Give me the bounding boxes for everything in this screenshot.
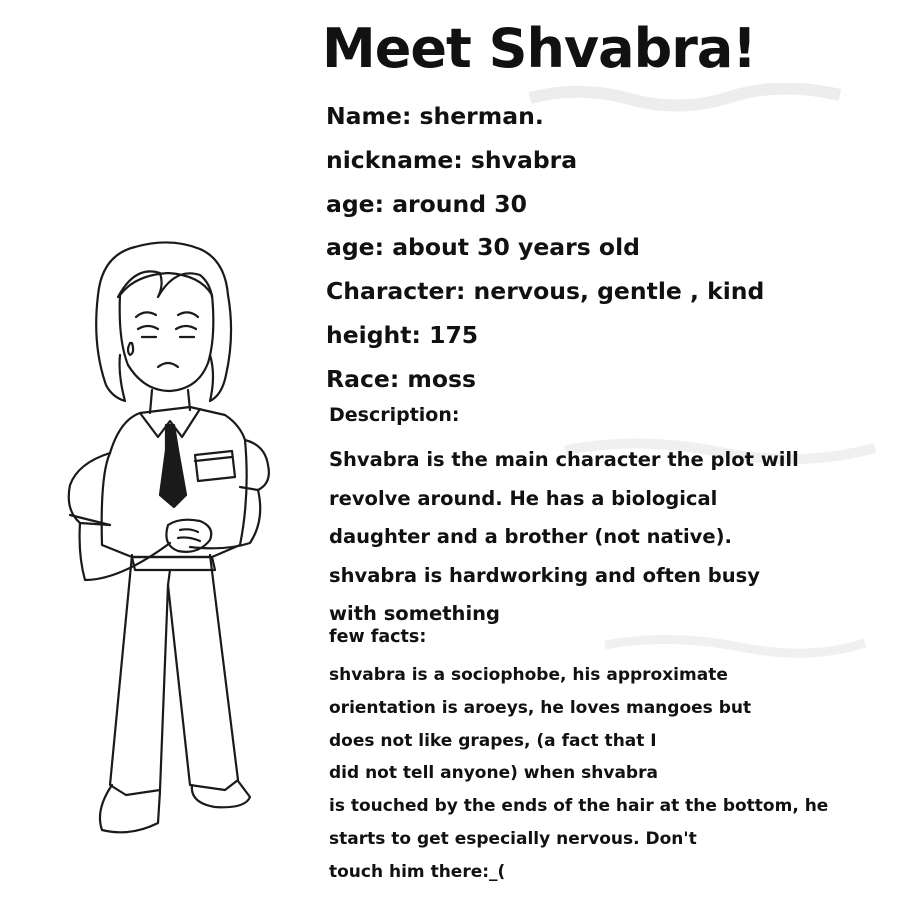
facts-line: did not tell anyone) when shvabra: [329, 763, 658, 784]
character-left-arm: [80, 523, 170, 580]
character-pocket: [195, 451, 235, 481]
description-line: daughter and a brother (not native).: [329, 525, 732, 548]
character-left-eyebrow: [136, 312, 156, 317]
character-crotch: [168, 570, 170, 585]
profile-age: age: around 30: [326, 189, 527, 218]
character-hair: [96, 242, 231, 401]
profile-name: Name: sherman.: [326, 102, 544, 130]
character-hands: [166, 520, 211, 552]
character-right-eyebrow: [178, 312, 198, 317]
character-finger-lines: [178, 529, 200, 541]
description-line: shvabra is hardworking and often busy: [329, 563, 760, 587]
facts-line: shvabra is a sociophobe, his approximate: [329, 665, 728, 685]
character-right-shoe: [192, 781, 250, 807]
character-right-sleeve: [240, 440, 269, 490]
facts-heading: few facts:: [329, 627, 427, 647]
facts-line: does not like grapes, (a fact that I: [329, 730, 657, 751]
description-heading: Description:: [329, 404, 460, 426]
character-right-arm: [190, 490, 260, 548]
facts-line: touch him there:_(: [329, 861, 506, 882]
bleed-through-scribble: [600, 629, 870, 659]
facts-line: is touched by the ends of the hair at the bottom, he: [329, 796, 829, 817]
character-mouth: [158, 363, 178, 367]
description-line: with something: [329, 602, 500, 625]
profile-character: Character: nervous, gentle , kind: [326, 277, 765, 306]
description-line: revolve around. He has a biological: [329, 486, 718, 510]
character-left-leg: [110, 555, 168, 795]
profile-list: [326, 96, 886, 403]
facts-line: starts to get especially nervous. Don't: [329, 828, 697, 849]
description-line: Shvabra is the main character the plot will: [329, 448, 799, 471]
character-left-eye: [138, 326, 158, 329]
character-sweat-drop: [128, 343, 133, 355]
character-illustration: [40, 225, 300, 855]
character-face: [120, 273, 214, 391]
profile-age-detail: age: about 30 years old: [326, 233, 640, 262]
profile-nickname: nickname: shvabra: [326, 145, 578, 174]
page-title: Meet Shvabra!: [322, 17, 756, 80]
profile-height: height: 175: [326, 320, 479, 349]
description-text: [329, 441, 889, 634]
character-pocket-top: [195, 457, 232, 461]
facts-line: orientation is aroeys, he loves mangoes but: [329, 697, 752, 718]
facts-text: [329, 659, 894, 889]
character-right-eye: [176, 326, 196, 329]
profile-race: Race: moss: [326, 364, 477, 393]
character-right-leg: [168, 555, 238, 790]
